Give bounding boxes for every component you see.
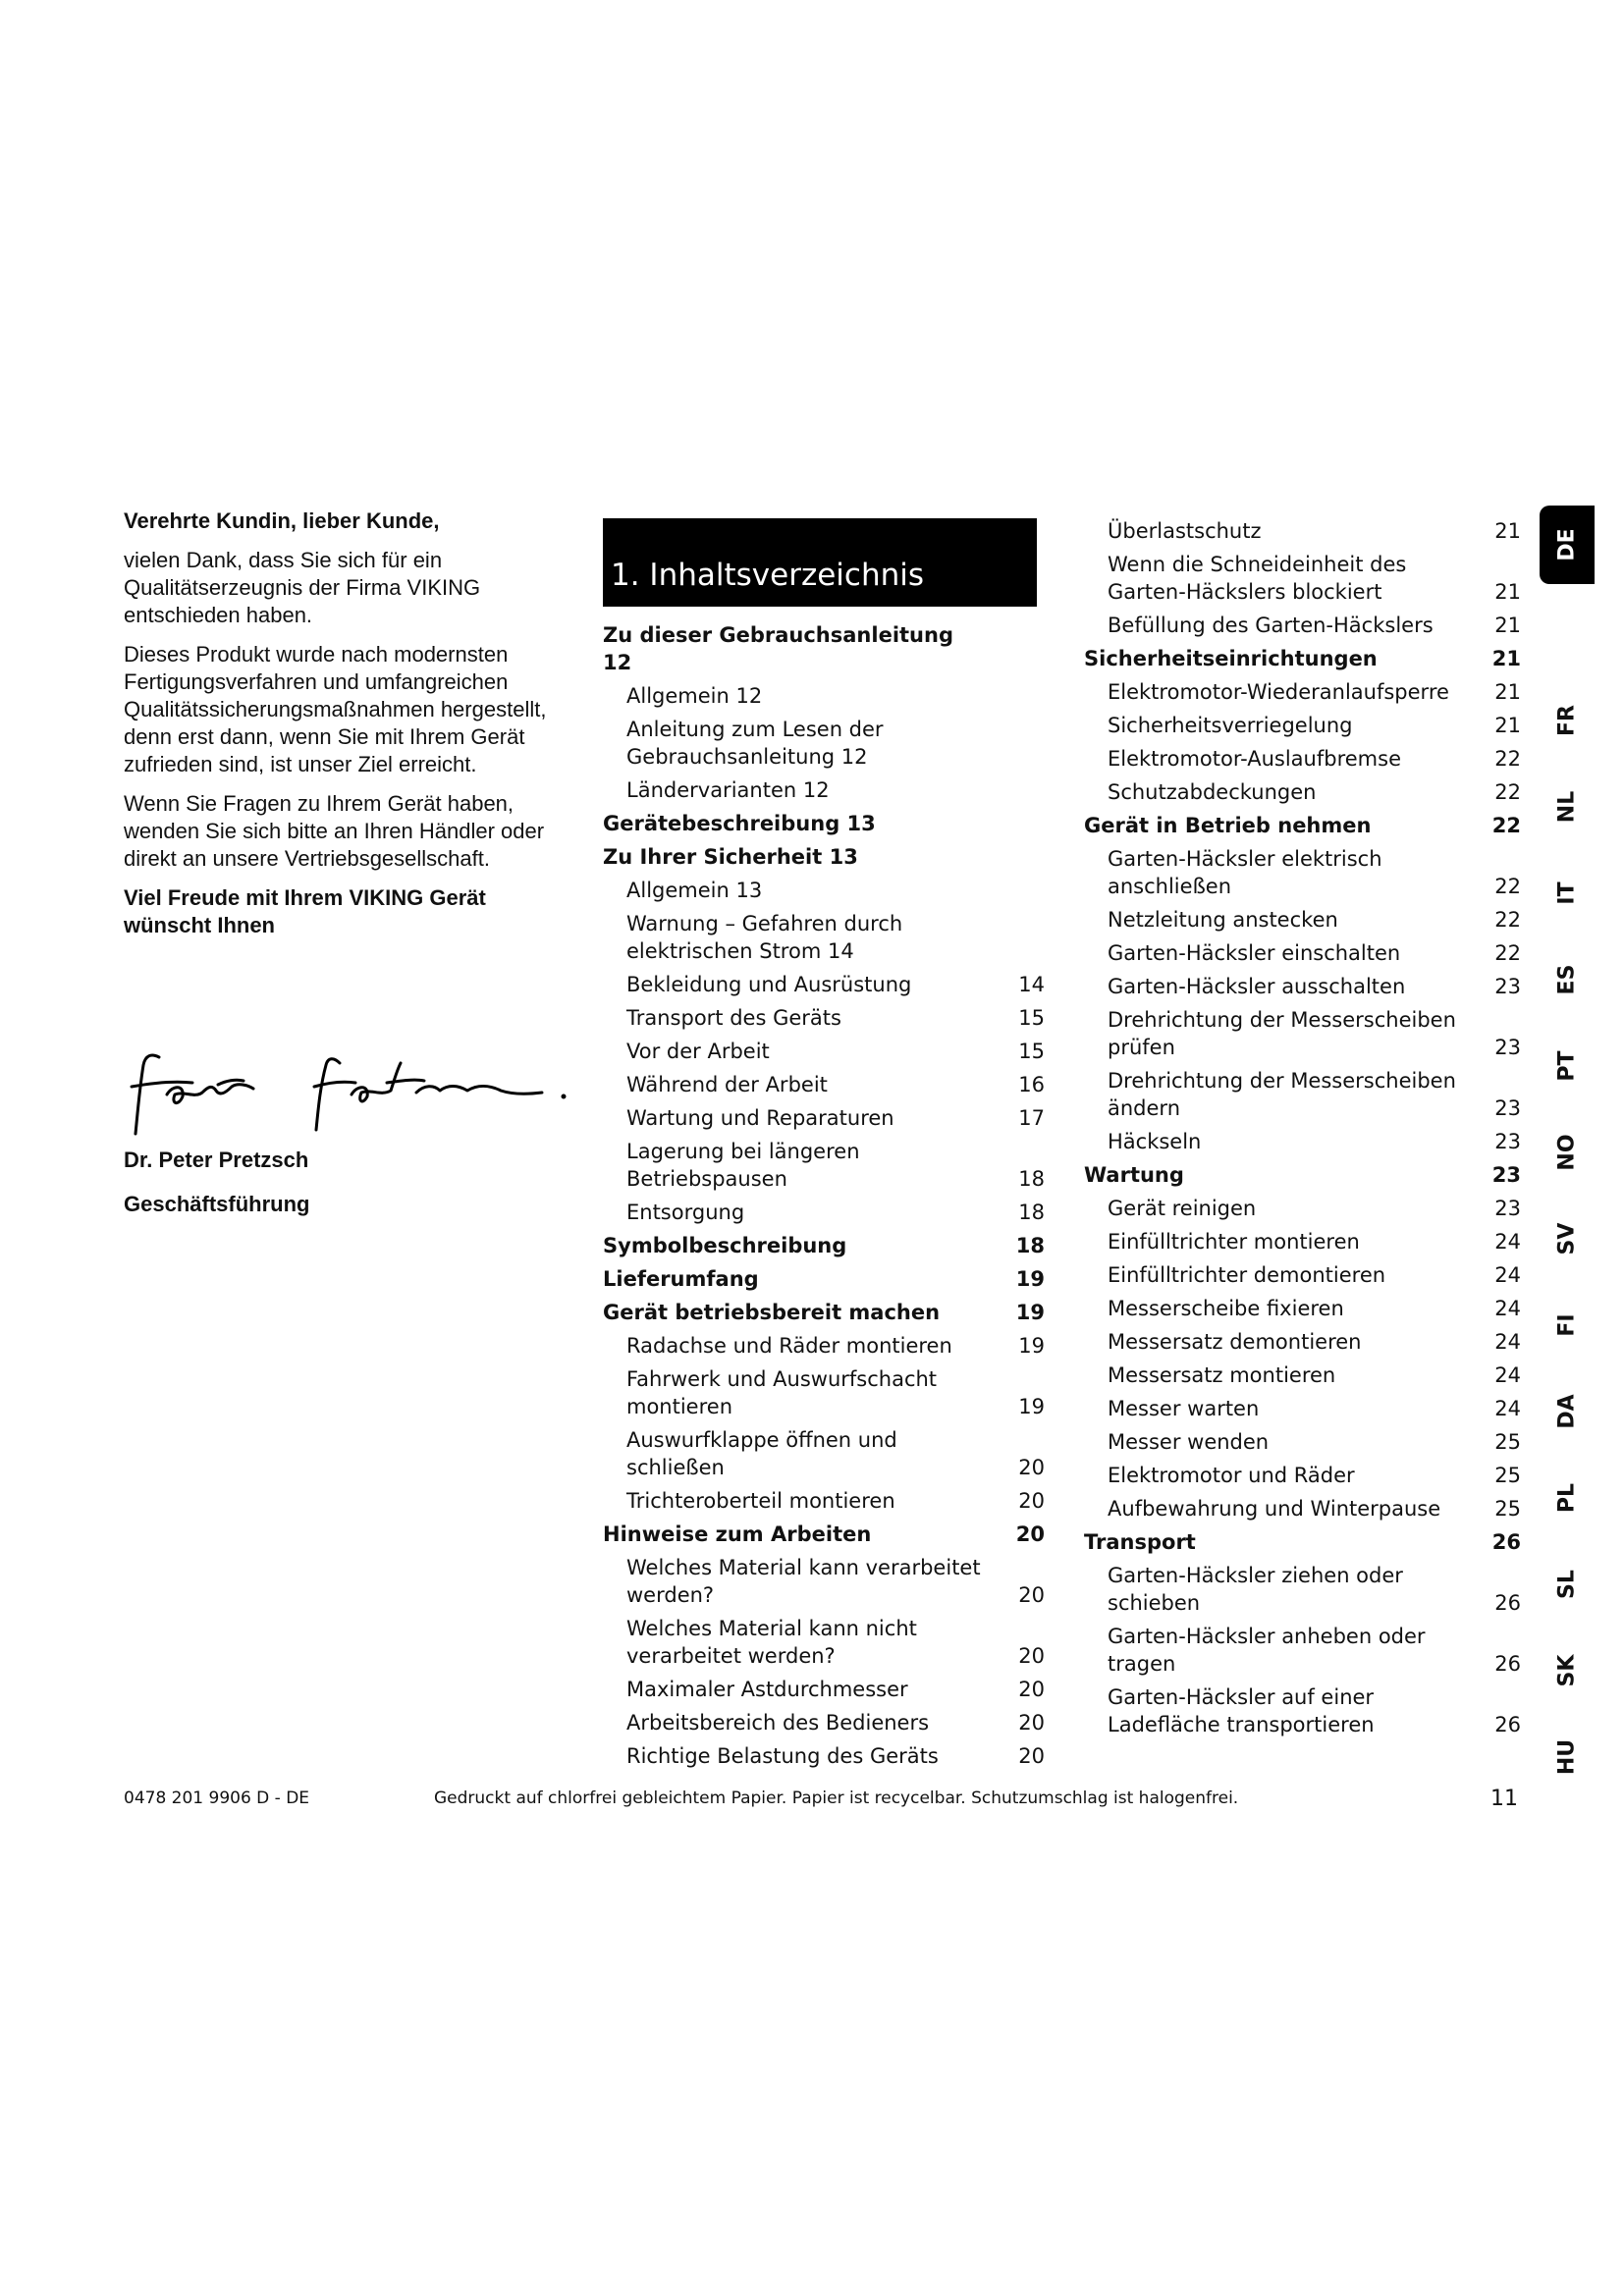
toc-entry-title: Elektromotor-Auslaufbremse <box>1108 747 1401 771</box>
toc-entry-page: 25 <box>1494 1464 1521 1487</box>
language-tabs <box>1540 0 1598 2296</box>
language-tab-es[interactable] <box>1540 958 1595 1001</box>
signer-name: Dr. Peter Pretzsch <box>124 1148 309 1172</box>
toc-entry-title: Lagerung bei längeren Betriebspausen <box>626 1140 860 1191</box>
toc-subsection[interactable] <box>1084 712 1521 739</box>
language-tab-it[interactable] <box>1540 872 1595 915</box>
toc-entry-title: Auswurfklappe öffnen und schließen <box>626 1428 897 1479</box>
toc-subsection[interactable] <box>1084 845 1521 900</box>
toc-heading: 1. Inhaltsverzeichnis <box>611 558 925 593</box>
toc-entry-title: Trichteroberteil montieren <box>626 1489 895 1513</box>
language-tab-label: FI <box>1554 1313 1580 1337</box>
toc-entry-title: Sicherheitseinrichtungen <box>1084 647 1378 670</box>
toc-entry-title: Gerät reinigen <box>1108 1197 1257 1220</box>
toc-entry-page: 19 <box>1015 1267 1045 1291</box>
language-tab-pt[interactable] <box>1540 1044 1595 1088</box>
toc-entry-page: 24 <box>1494 1397 1521 1420</box>
language-tab-hu[interactable] <box>1540 1735 1595 1779</box>
toc-entry-title: Symbolbeschreibung <box>603 1234 847 1257</box>
toc-entry-title: Einfülltrichter montieren <box>1108 1230 1360 1254</box>
toc-entry-page: 20 <box>1018 1489 1045 1513</box>
toc-subsection[interactable] <box>1084 1362 1521 1389</box>
toc-subsection[interactable] <box>603 1742 1045 1770</box>
toc-entry-page: 25 <box>1494 1430 1521 1454</box>
toc-entry-title: Ländervarianten 12 <box>626 778 830 802</box>
toc-subsection[interactable] <box>603 1332 1045 1360</box>
language-tab-label: NO <box>1554 1134 1580 1171</box>
toc-entry-title: Überlastschutz <box>1108 519 1262 543</box>
language-tab-sk[interactable] <box>1540 1649 1595 1692</box>
toc-subsection[interactable] <box>1084 906 1521 934</box>
toc-entry-page: 24 <box>1494 1230 1521 1254</box>
toc-entry-title: Garten-Häcksler ziehen oder schieben <box>1108 1564 1403 1615</box>
toc-subsection[interactable] <box>1084 1623 1521 1678</box>
language-tab-sl[interactable] <box>1540 1563 1595 1606</box>
toc-subsection[interactable] <box>1084 1683 1521 1738</box>
toc-entry-title: Zu dieser Gebrauchsanleitung 12 <box>603 623 953 674</box>
language-tab-da[interactable] <box>1540 1390 1595 1433</box>
signer-role: Geschäftsführung <box>124 1192 310 1216</box>
language-tab-label: FR <box>1554 705 1580 736</box>
toc-subsection[interactable] <box>1084 1295 1521 1322</box>
language-tab-fr[interactable] <box>1540 699 1595 742</box>
toc-entry-page: 20 <box>1018 1678 1045 1701</box>
language-tab-label: PL <box>1554 1482 1580 1514</box>
toc-entry-page: 17 <box>1018 1106 1045 1130</box>
toc-entry-title: Richtige Belastung des Geräts <box>626 1744 939 1768</box>
toc-entry-title: Sicherheitsverriegelung <box>1108 714 1353 737</box>
toc-entry-page: 18 <box>1015 1234 1045 1257</box>
language-tab-label: DE <box>1554 528 1580 561</box>
toc-entry-page: 24 <box>1494 1363 1521 1387</box>
toc-entry-page: 24 <box>1494 1297 1521 1320</box>
toc-subsection[interactable] <box>603 1365 1045 1420</box>
toc-entry-title: Elektromotor und Räder <box>1108 1464 1355 1487</box>
toc-entry-title: Welches Material kann nicht verarbeitet werden? <box>626 1617 917 1668</box>
toc-subsection[interactable] <box>1084 939 1521 967</box>
toc-entry-title: Wenn die Schneideinheit des Garten-Häckslers blockiert <box>1108 553 1407 604</box>
toc-entry-title: Messer warten <box>1108 1397 1260 1420</box>
toc-entry-title: Befüllung des Garten-Häckslers <box>1108 614 1434 637</box>
toc-entry-title: Garten-Häcksler einschalten <box>1108 941 1401 965</box>
toc-section[interactable] <box>603 1299 1045 1326</box>
toc-subsection[interactable] <box>603 1004 1045 1032</box>
toc-entry-title: Radachse und Räder montieren <box>626 1334 952 1358</box>
toc-section[interactable] <box>603 1232 1045 1259</box>
toc-section[interactable] <box>603 621 1045 676</box>
toc-subsection[interactable] <box>1084 1562 1521 1617</box>
toc-entry-page: 26 <box>1494 1591 1521 1615</box>
toc-entry-page: 21 <box>1491 647 1521 670</box>
toc-section[interactable] <box>603 1265 1045 1293</box>
toc-entry-page: 24 <box>1494 1263 1521 1287</box>
toc-subsection[interactable] <box>1084 1006 1521 1061</box>
language-tab-label: SK <box>1554 1654 1580 1687</box>
toc-entry-page: 22 <box>1494 941 1521 965</box>
letter-paragraph: Dieses Produkt wurde nach modernsten Fertigungsverfahren und umfangreichen Qualitätssicherungsmaßnahmen hergestellt, denn erst dann, wenn Sie mit Ihrem Gerät zufrieden sind, ist unser Ziel erreicht. <box>124 642 547 776</box>
toc-section[interactable] <box>1084 812 1521 839</box>
toc-subsection[interactable] <box>1084 1395 1521 1422</box>
language-tab-pl[interactable] <box>1540 1476 1595 1520</box>
toc-entry-title: Während der Arbeit <box>626 1073 828 1096</box>
toc-subsection[interactable] <box>1084 551 1521 606</box>
toc-subsection[interactable] <box>603 1709 1045 1736</box>
toc-section[interactable] <box>1084 645 1521 672</box>
toc-entry-title: Transport <box>1084 1530 1196 1554</box>
toc-subsection[interactable] <box>603 1138 1045 1193</box>
letter-closing: Viel Freude mit Ihrem VIKING Gerät wünscht Ihnen <box>124 885 486 937</box>
toc-entry-page: 21 <box>1494 580 1521 604</box>
toc-entry-page: 23 <box>1491 1163 1521 1187</box>
toc-subsection[interactable] <box>1084 1495 1521 1522</box>
toc-subsection[interactable] <box>603 776 1045 804</box>
toc-subsection[interactable] <box>603 910 1045 965</box>
language-tab-label: HU <box>1554 1738 1580 1776</box>
toc-entry-title: Netzleitung anstecken <box>1108 908 1338 932</box>
toc-subsection[interactable] <box>603 1199 1045 1226</box>
toc-entry-page: 22 <box>1491 814 1521 837</box>
toc-entry-title: Anleitung zum Lesen der Gebrauchsanleitung 12 <box>626 718 884 769</box>
toc-subsection[interactable] <box>603 971 1045 998</box>
toc-section[interactable] <box>603 843 1045 871</box>
toc-subsection[interactable] <box>603 716 1045 771</box>
toc-entry-page: 21 <box>1494 614 1521 637</box>
handwritten-signature <box>124 1036 575 1144</box>
toc-entry-title: Einfülltrichter demontieren <box>1108 1263 1386 1287</box>
toc-subsection[interactable] <box>1084 678 1521 706</box>
toc-subsection[interactable] <box>603 1426 1045 1481</box>
toc-subsection[interactable] <box>1084 1128 1521 1155</box>
toc-subsection[interactable] <box>603 1615 1045 1670</box>
toc-entry-title: Maximaler Astdurchmesser <box>626 1678 908 1701</box>
toc-entry-page: 23 <box>1494 1197 1521 1220</box>
toc-entry-title: Garten-Häcksler ausschalten <box>1108 975 1406 998</box>
letter-greeting: Verehrte Kundin, lieber Kunde, <box>124 508 440 533</box>
toc-entry-page: 20 <box>1018 1456 1045 1479</box>
toc-subsection[interactable] <box>1084 612 1521 639</box>
toc-entry-page: 23 <box>1494 1130 1521 1153</box>
toc-entry-title: Garten-Häcksler auf einer Ladefläche transportieren <box>1108 1685 1375 1736</box>
toc-entry-page: 22 <box>1494 780 1521 804</box>
toc-entry-title: Hinweise zum Arbeiten <box>603 1522 872 1546</box>
language-tab-label: NL <box>1554 790 1580 824</box>
toc-subsection[interactable] <box>1084 1328 1521 1356</box>
toc-entry-page: 20 <box>1015 1522 1045 1546</box>
toc-entry-title: Schutzabdeckungen <box>1108 780 1317 804</box>
toc-entry-page: 26 <box>1491 1530 1521 1554</box>
toc-entry-title: Garten-Häcksler elektrisch anschließen <box>1108 847 1382 898</box>
toc-subsection[interactable] <box>1084 1067 1521 1122</box>
language-tab-label: PT <box>1554 1050 1580 1082</box>
language-tab-label: ES <box>1554 964 1580 995</box>
toc-entry-title: Allgemein 12 <box>626 684 763 708</box>
toc-subsection[interactable] <box>603 1487 1045 1515</box>
toc-entry-page: 26 <box>1494 1713 1521 1736</box>
toc-entry-page: 14 <box>1018 973 1045 996</box>
toc-subsection[interactable] <box>603 1038 1045 1065</box>
toc-column-middle <box>603 621 1045 1776</box>
toc-entry-page: 21 <box>1494 714 1521 737</box>
toc-entry-page: 20 <box>1018 1644 1045 1668</box>
toc-entry-page: 19 <box>1015 1301 1045 1324</box>
signer-block <box>124 1147 309 1235</box>
toc-subsection[interactable] <box>1084 778 1521 806</box>
toc-entry-page: 21 <box>1494 519 1521 543</box>
language-tab-label: SL <box>1554 1570 1580 1599</box>
toc-entry-title: Drehrichtung der Messerscheiben prüfen <box>1108 1008 1456 1059</box>
toc-entry-title: Vor der Arbeit <box>626 1040 770 1063</box>
toc-entry-title: Messersatz montieren <box>1108 1363 1336 1387</box>
toc-section[interactable] <box>603 1521 1045 1548</box>
language-tab-label: IT <box>1554 881 1580 905</box>
toc-entry-title: Gerätebeschreibung 13 <box>603 812 876 835</box>
toc-subsection[interactable] <box>1084 1228 1521 1255</box>
toc-entry-title: Arbeitsbereich des Bedieners <box>626 1711 930 1735</box>
letter-paragraph: Wenn Sie Fragen zu Ihrem Gerät haben, wenden Sie sich bitte an Ihren Händler oder direkt an unsere Vertriebsgesellschaft. <box>124 791 545 871</box>
toc-entry-page: 16 <box>1018 1073 1045 1096</box>
language-tab-no[interactable] <box>1540 1131 1595 1174</box>
toc-section[interactable] <box>603 810 1045 837</box>
toc-entry-page: 26 <box>1494 1652 1521 1676</box>
toc-subsection[interactable] <box>603 1676 1045 1703</box>
language-tab-sv[interactable] <box>1540 1217 1595 1260</box>
toc-entry-title: Drehrichtung der Messerscheiben ändern <box>1108 1069 1456 1120</box>
toc-entry-title: Aufbewahrung und Winterpause <box>1108 1497 1441 1521</box>
toc-subsection[interactable] <box>603 1554 1045 1609</box>
toc-entry-title: Bekleidung und Ausrüstung <box>626 973 912 996</box>
toc-entry-title: Messerscheibe fixieren <box>1108 1297 1344 1320</box>
toc-entry-page: 24 <box>1494 1330 1521 1354</box>
toc-subsection[interactable] <box>1084 973 1521 1000</box>
toc-subsection[interactable] <box>1084 1261 1521 1289</box>
toc-subsection[interactable] <box>603 877 1045 904</box>
toc-subsection[interactable] <box>603 1104 1045 1132</box>
toc-entry-page: 25 <box>1494 1497 1521 1521</box>
toc-entry-title: Häckseln <box>1108 1130 1202 1153</box>
toc-subsection[interactable] <box>1084 517 1521 545</box>
toc-entry-title: Gerät in Betrieb nehmen <box>1084 814 1372 837</box>
toc-entry-title: Wartung <box>1084 1163 1184 1187</box>
toc-entry-page: 18 <box>1018 1201 1045 1224</box>
language-tab-label: DA <box>1554 1394 1580 1429</box>
toc-entry-page: 20 <box>1018 1744 1045 1768</box>
toc-entry-page: 15 <box>1018 1006 1045 1030</box>
page-number: 11 <box>1490 1787 1518 1811</box>
toc-column-right <box>1084 517 1521 1744</box>
toc-heading-box <box>603 518 1037 607</box>
letter-paragraph: vielen Dank, dass Sie sich für ein Qualitätserzeugnis der Firma VIKING entschieden haben. <box>124 548 481 627</box>
language-tab-fi[interactable] <box>1540 1304 1595 1347</box>
toc-entry-title: Fahrwerk und Auswurfschacht montieren <box>626 1367 938 1418</box>
toc-entry-title: Entsorgung <box>626 1201 745 1224</box>
toc-entry-title: Gerät betriebsbereit machen <box>603 1301 941 1324</box>
toc-entry-title: Elektromotor-Wiederanlaufsperre <box>1108 680 1449 704</box>
toc-entry-title: Warnung – Gefahren durch elektrischen Strom 14 <box>626 912 903 963</box>
toc-entry-page: 23 <box>1494 975 1521 998</box>
toc-subsection[interactable] <box>603 1071 1045 1098</box>
toc-entry-title: Zu Ihrer Sicherheit 13 <box>603 845 858 869</box>
toc-subsection[interactable] <box>1084 1195 1521 1222</box>
toc-subsection[interactable] <box>1084 1428 1521 1456</box>
toc-entry-page: 19 <box>1018 1334 1045 1358</box>
toc-entry-page: 15 <box>1018 1040 1045 1063</box>
toc-section[interactable] <box>1084 1161 1521 1189</box>
toc-subsection[interactable] <box>603 682 1045 710</box>
toc-entry-page: 20 <box>1018 1711 1045 1735</box>
toc-entry-title: Garten-Häcksler anheben oder tragen <box>1108 1625 1426 1676</box>
toc-entry-page: 22 <box>1494 908 1521 932</box>
toc-entry-title: Allgemein 13 <box>626 879 763 902</box>
toc-entry-page: 22 <box>1494 747 1521 771</box>
toc-entry-page: 18 <box>1018 1167 1045 1191</box>
toc-entry-page: 22 <box>1494 875 1521 898</box>
toc-entry-page: 23 <box>1494 1036 1521 1059</box>
paper-note: Gedruckt auf chlorfrei gebleichtem Papier. Papier ist recycelbar. Schutzumschlag ist halogenfrei. <box>434 1789 1239 1808</box>
toc-entry-title: Wartung und Reparaturen <box>626 1106 894 1130</box>
toc-entry-page: 21 <box>1494 680 1521 704</box>
language-tab-de[interactable] <box>1540 506 1595 584</box>
toc-entry-page: 23 <box>1494 1096 1521 1120</box>
toc-subsection[interactable] <box>1084 1462 1521 1489</box>
toc-entry-page: 20 <box>1018 1583 1045 1607</box>
toc-entry-title: Messersatz demontieren <box>1108 1330 1362 1354</box>
toc-section[interactable] <box>1084 1528 1521 1556</box>
toc-entry-page: 19 <box>1018 1395 1045 1418</box>
language-tab-nl[interactable] <box>1540 785 1595 828</box>
document-code: 0478 201 9906 D - DE <box>124 1789 310 1808</box>
welcome-letter <box>124 507 556 951</box>
language-tab-label: SV <box>1554 1222 1580 1255</box>
toc-subsection[interactable] <box>1084 745 1521 773</box>
toc-entry-title: Lieferumfang <box>603 1267 759 1291</box>
toc-entry-title: Welches Material kann verarbeitet werden? <box>626 1556 981 1607</box>
toc-entry-title: Messer wenden <box>1108 1430 1270 1454</box>
toc-entry-title: Transport des Geräts <box>626 1006 841 1030</box>
